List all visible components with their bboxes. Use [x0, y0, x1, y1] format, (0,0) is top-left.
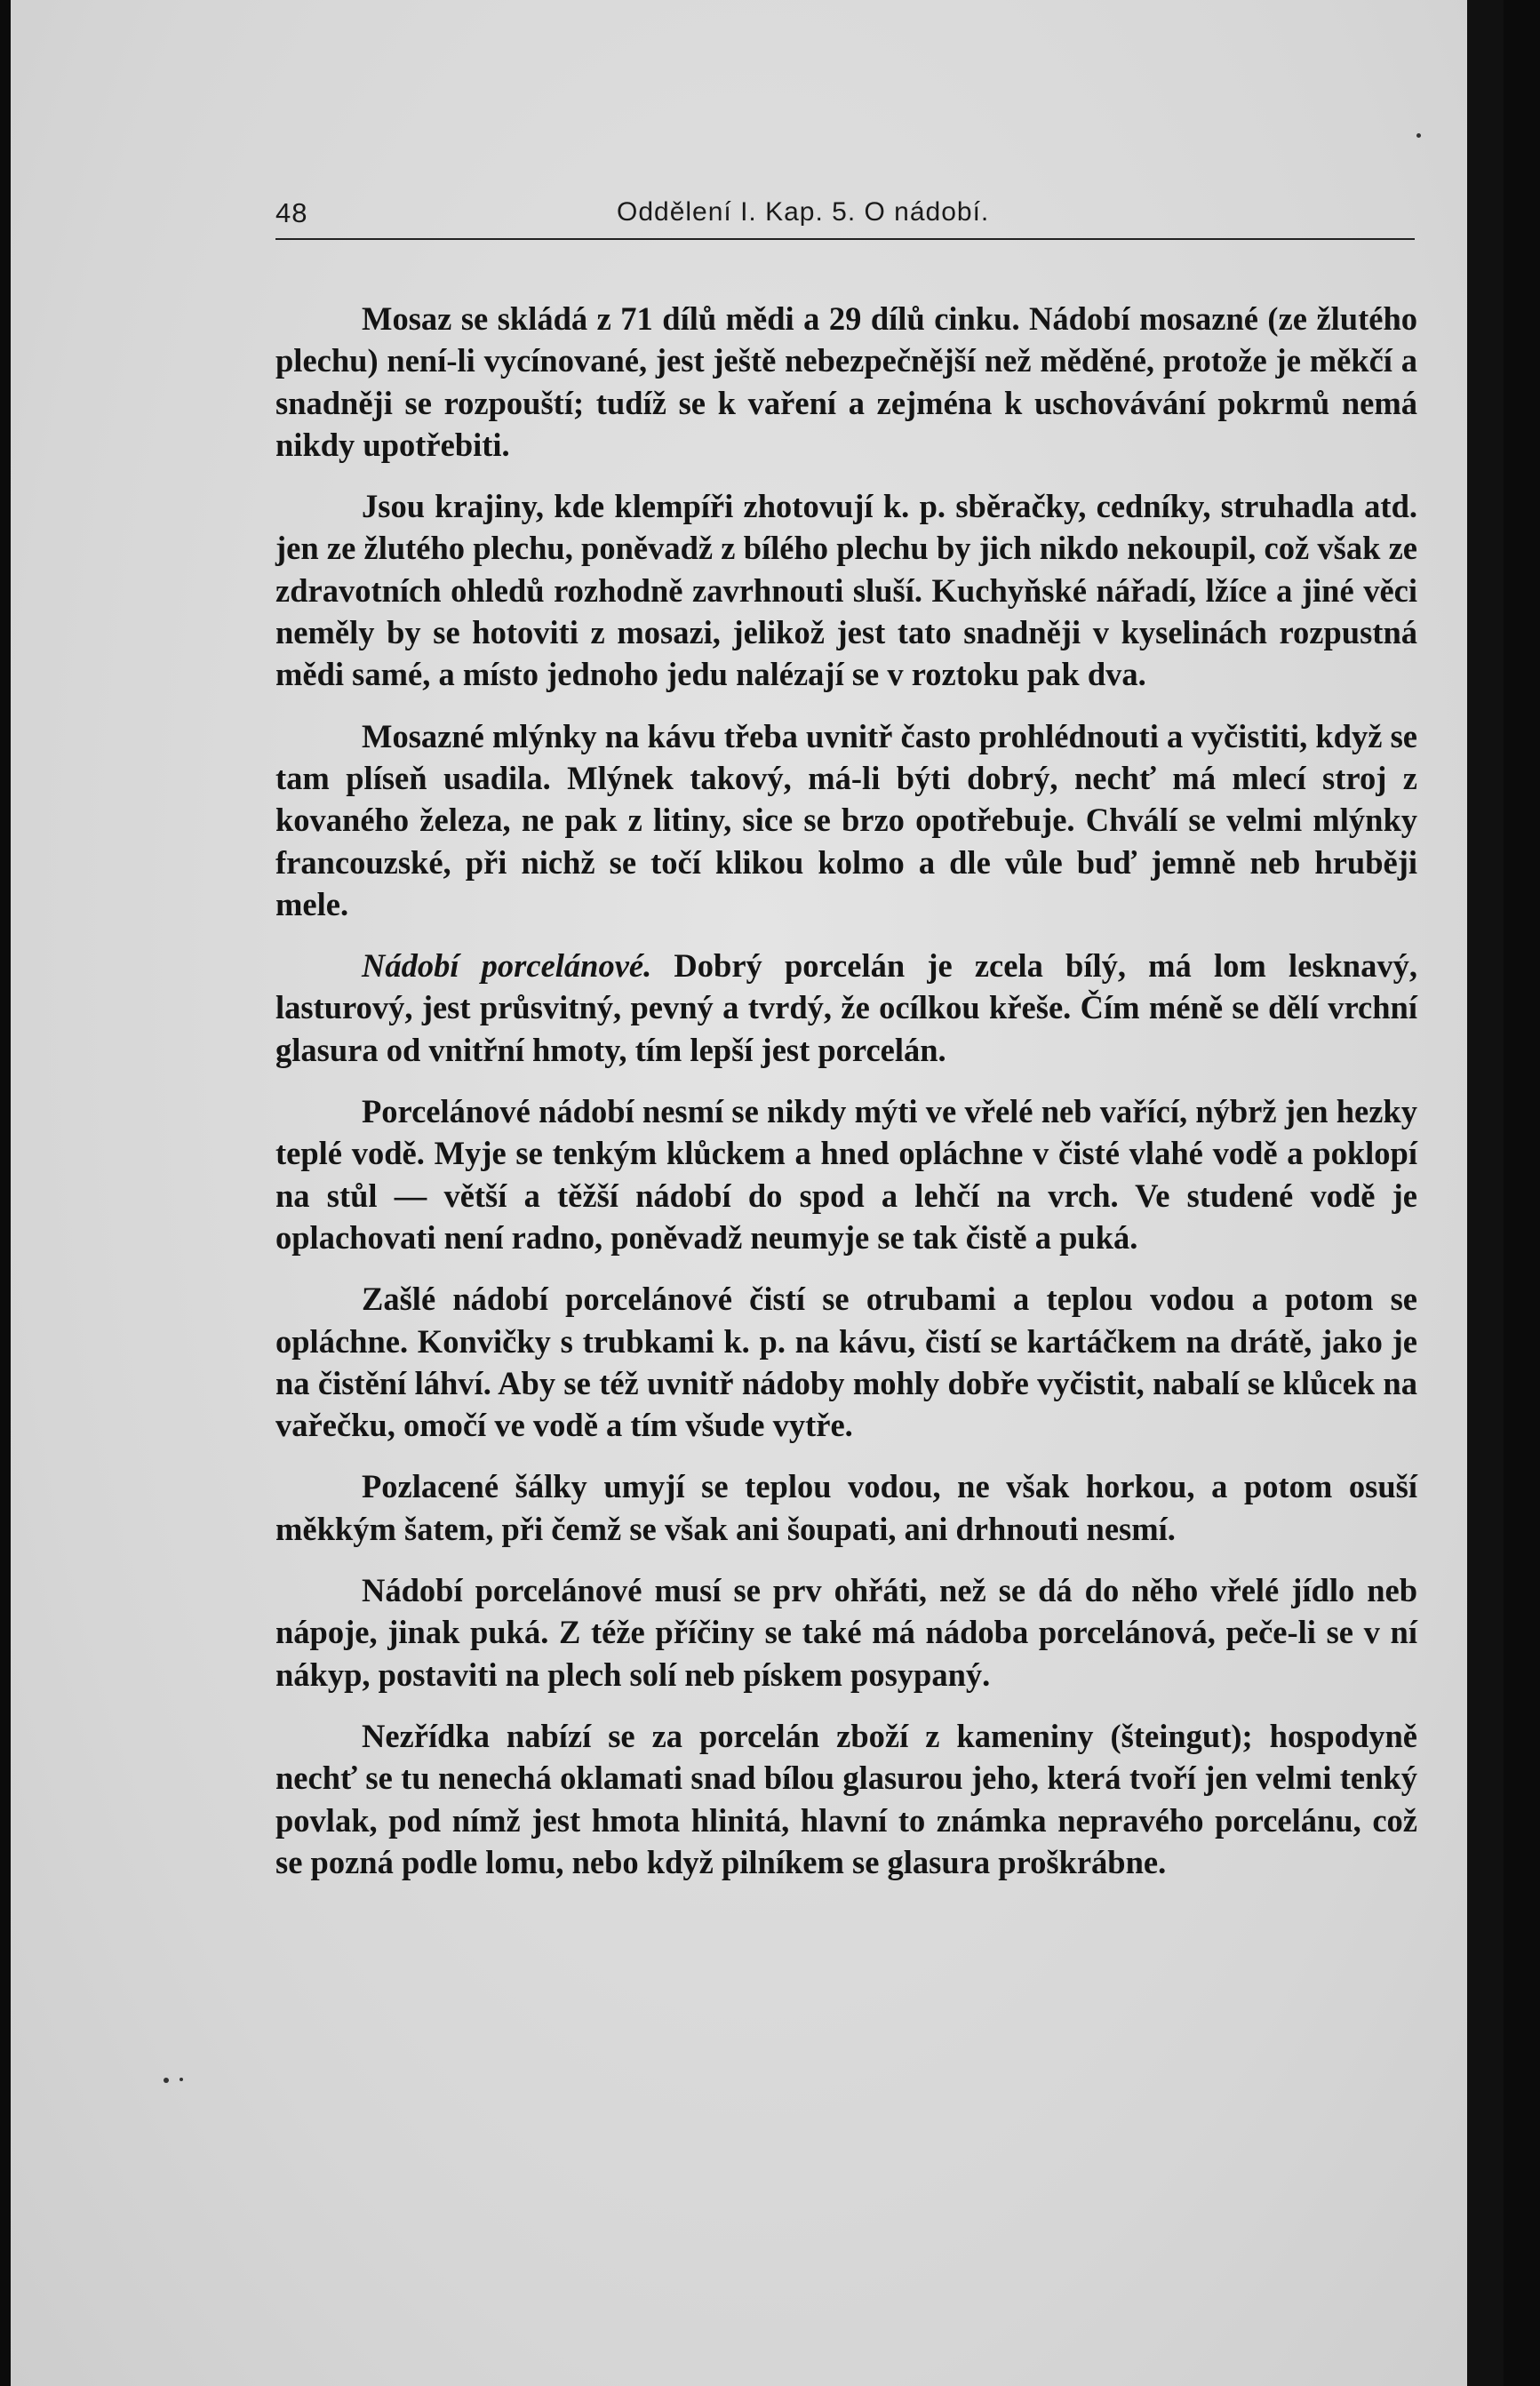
- body-text: [275, 298, 1417, 1903]
- scan-border: [1467, 0, 1504, 2386]
- paragraph: Mosaz se skládá z 71 dílů mědi a 29 dílů cinku. Nádobí mosazné (ze žlutého plechu) není-li vycínované, jest ještě nebezpečnější než měděné, protože je měkčí a snadněji se rozpouští; tudíž se k vaření a zejména k uschovávání pokrmů nemá nikdy upotřebiti.: [275, 300, 1417, 463]
- paper-speck: [164, 2078, 169, 2083]
- section-heading: Nádobí porcelánové.: [362, 947, 652, 985]
- paragraph: Porcelánové nádobí nesmí se nikdy mýti ve vřelé neb vařící, nýbrž jen hezky teplé vodě. Myje se tenkým klůckem a hned opláchne v čisté vlahé vodě a poklopí na stůl — větší a těžší nádobí do spod a lehčí na vrch. Ve studené vodě je oplachovati není radno, poněvadž neumyje se tak čistě a puká.: [275, 1093, 1417, 1256]
- paragraph: Pozlacené šálky umyjí se teplou vodou, ne však horkou, a potom osuší měkkým šatem, při čemž se však ani šoupati, ani drhnouti nesmí.: [275, 1468, 1417, 1547]
- page-number: 48: [275, 197, 308, 228]
- book-page: [11, 0, 1504, 2386]
- paper-speck: [1416, 133, 1421, 138]
- paper-speck: [180, 2078, 183, 2081]
- paragraph: Mosazné mlýnky na kávu třeba uvnitř často prohlédnouti a vyčistiti, když se tam plíseň usadila. Mlýnek takový, má-li býti dobrý, nechť má mlecí stroj z kovaného železa, ne pak z litiny, sice se brzo opotřebuje. Chválí se velmi mlýnky francouzské, při nichž se točí klikou kolmo a dle vůle buď jemně neb hruběji mele.: [275, 717, 1417, 922]
- paragraph: Jsou krajiny, kde klempíři zhotovují k. p. sběračky, cedníky, struhadla atd. jen ze žlutého plechu, poněvadž z bílého plechu by jich nikdo nekoupil, což však ze zdravotních ohledů rozhodně zavrhnouti sluší. Kuchyňské nářadí, lžíce a jiné věci neměly by se hotoviti z mosazi, jelikož jest tato snadněji v kyselinách rozpustná mědi samé, a místo jednoho jedu nalézají se v roztoku pak dva.: [275, 488, 1417, 693]
- paragraph: [275, 945, 1417, 1071]
- paragraph-text: Dobrý porcelán je zcela bílý, má lom lesknavý, lasturový, jest průsvitný, pevný a tvrdý, že ocílkou křeše. Čím méně se dělí vrchní glasura od vnitřní hmoty, tím lepší jest porcelán.: [275, 947, 1417, 1068]
- paragraph: Zašlé nádobí porcelánové čistí se otrubami a teplou vodou a potom se opláchne. Konvičky s trubkami k. p. na kávu, čistí se kartáčkem na drátě, jako je na čistění láhví. Aby se též uvnitř nádoby mohly dobře vyčistit, nabalí se klůcek na vařečku, omočí ve vodě a tím všude vytře.: [275, 1281, 1417, 1444]
- paragraph: Nádobí porcelánové musí se prv ohřáti, než se dá do něho vřelé jídlo neb nápoje, jinak puká. Z téže příčiny se také má nádoba porcelánová, peče-li se v ní nákyp, postaviti na plech solí neb pískem posypaný.: [275, 1572, 1417, 1693]
- running-head: Oddělení I. Kap. 5. O nádobí.: [617, 197, 990, 227]
- paragraph: Nezřídka nabízí se za porcelán zboží z kameniny (šteingut); hospodyně nechť se tu nenechá oklamati snad bílou glasurou jeho, která tvoří jen velmi tenký povlak, pod nímž jest hmota hlinitá, hlavní to známka nepravého porcelánu, což se pozná podle lomu, nebo když pilníkem se glasura proškrábne.: [275, 1717, 1417, 1880]
- page-header: [275, 197, 1415, 240]
